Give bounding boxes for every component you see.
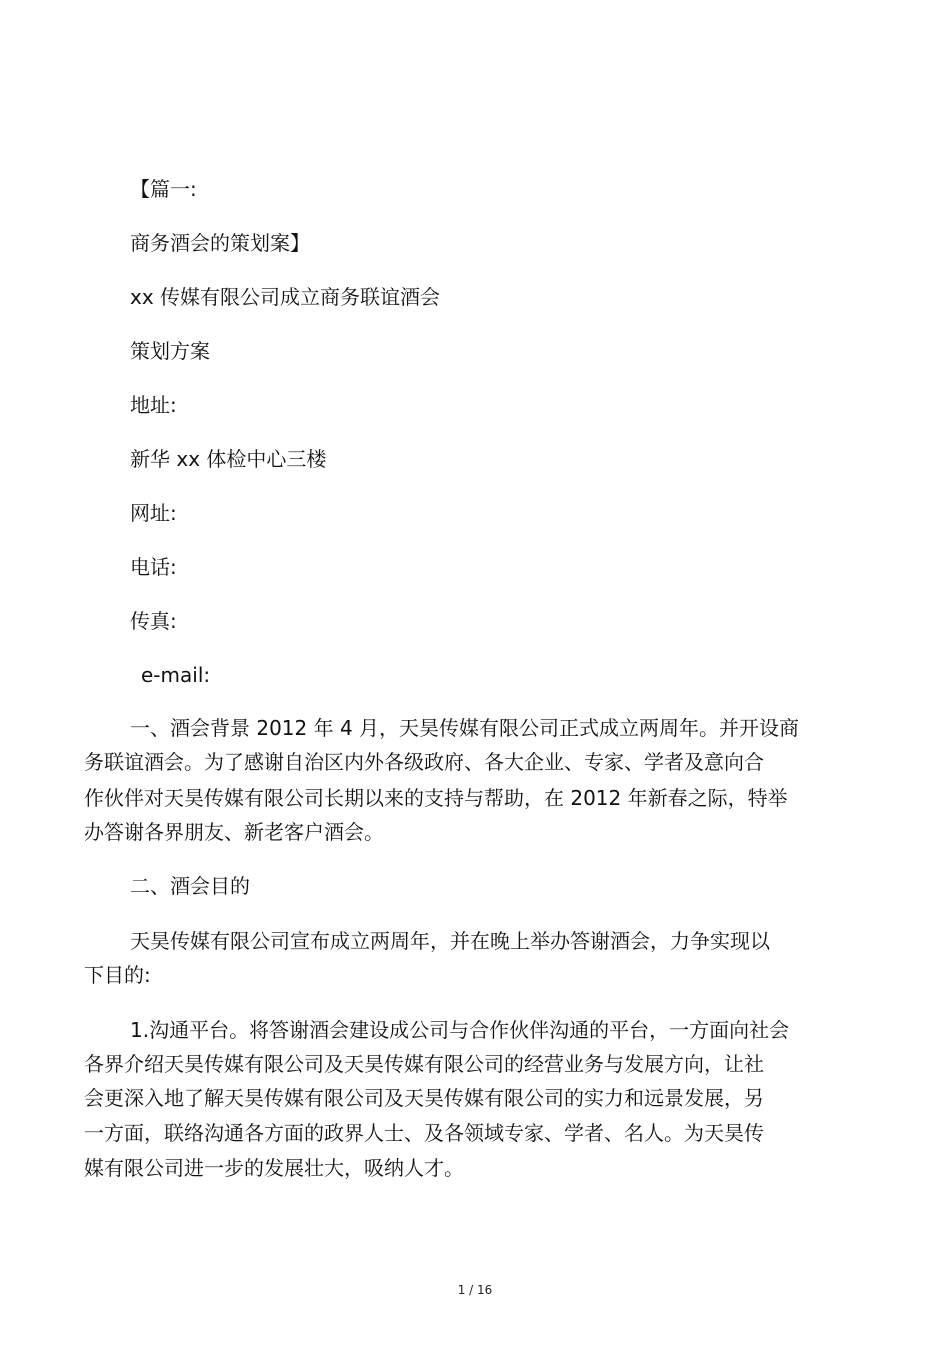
page-indicator: 1 / 16 [457,1283,493,1297]
item1-line-3: 会更深入地了解天昊传媒有限公司及天昊传媒有限公司的实力和远景发展，另 [84,1086,764,1110]
item1-line-4: 一方面，联络沟通各方面的政界人士、及各领域专家、学者、名人。为天昊传 [84,1121,764,1145]
item1-line-5: 媒有限公司进一步的发展壮大，吸纳人才。 [84,1156,464,1180]
header-line-1: 【篇一: [130,177,197,201]
section1-line-1: 一、酒会背景 2012 年 4 月，天昊传媒有限公司正式成立两周年。并开设商 [130,716,800,740]
header-line-3: xx 传媒有限公司成立商务联谊酒会 [130,285,441,309]
header-line-7: 网址: [130,501,177,525]
header-line-4: 策划方案 [130,339,210,363]
item1-line-2: 各界介绍天昊传媒有限公司及天昊传媒有限公司的经营业务与发展方向，让社 [84,1052,764,1076]
header-line-5: 地址: [130,393,177,417]
section2-intro-line-2: 下目的: [84,963,151,987]
section1-line-3: 作伙伴对天昊传媒有限公司长期以来的支持与帮助，在 2012 年新春之际，特举 [84,786,788,810]
header-line-6: 新华 xx 体检中心三楼 [130,447,327,471]
section1-line-2: 务联谊酒会。为了感谢自治区内外各级政府、各大企业、专家、学者及意向合 [84,750,764,774]
item1-line-1: 1.沟通平台。将答谢酒会建设成公司与合作伙伴沟通的平台，一方面向社会 [130,1018,790,1042]
header-line-9: 传真: [130,609,177,633]
header-line-10: e-mail: [141,663,211,687]
section2-intro-line-1: 天昊传媒有限公司宣布成立两周年，并在晚上举办答谢酒会，力争实现以 [130,929,770,953]
header-line-2: 商务酒会的策划案】 [130,231,310,255]
section1-line-4: 办答谢各界朋友、新老客户酒会。 [84,820,384,844]
header-line-8: 电话: [130,555,177,579]
section2-heading: 二、酒会目的 [130,874,250,898]
